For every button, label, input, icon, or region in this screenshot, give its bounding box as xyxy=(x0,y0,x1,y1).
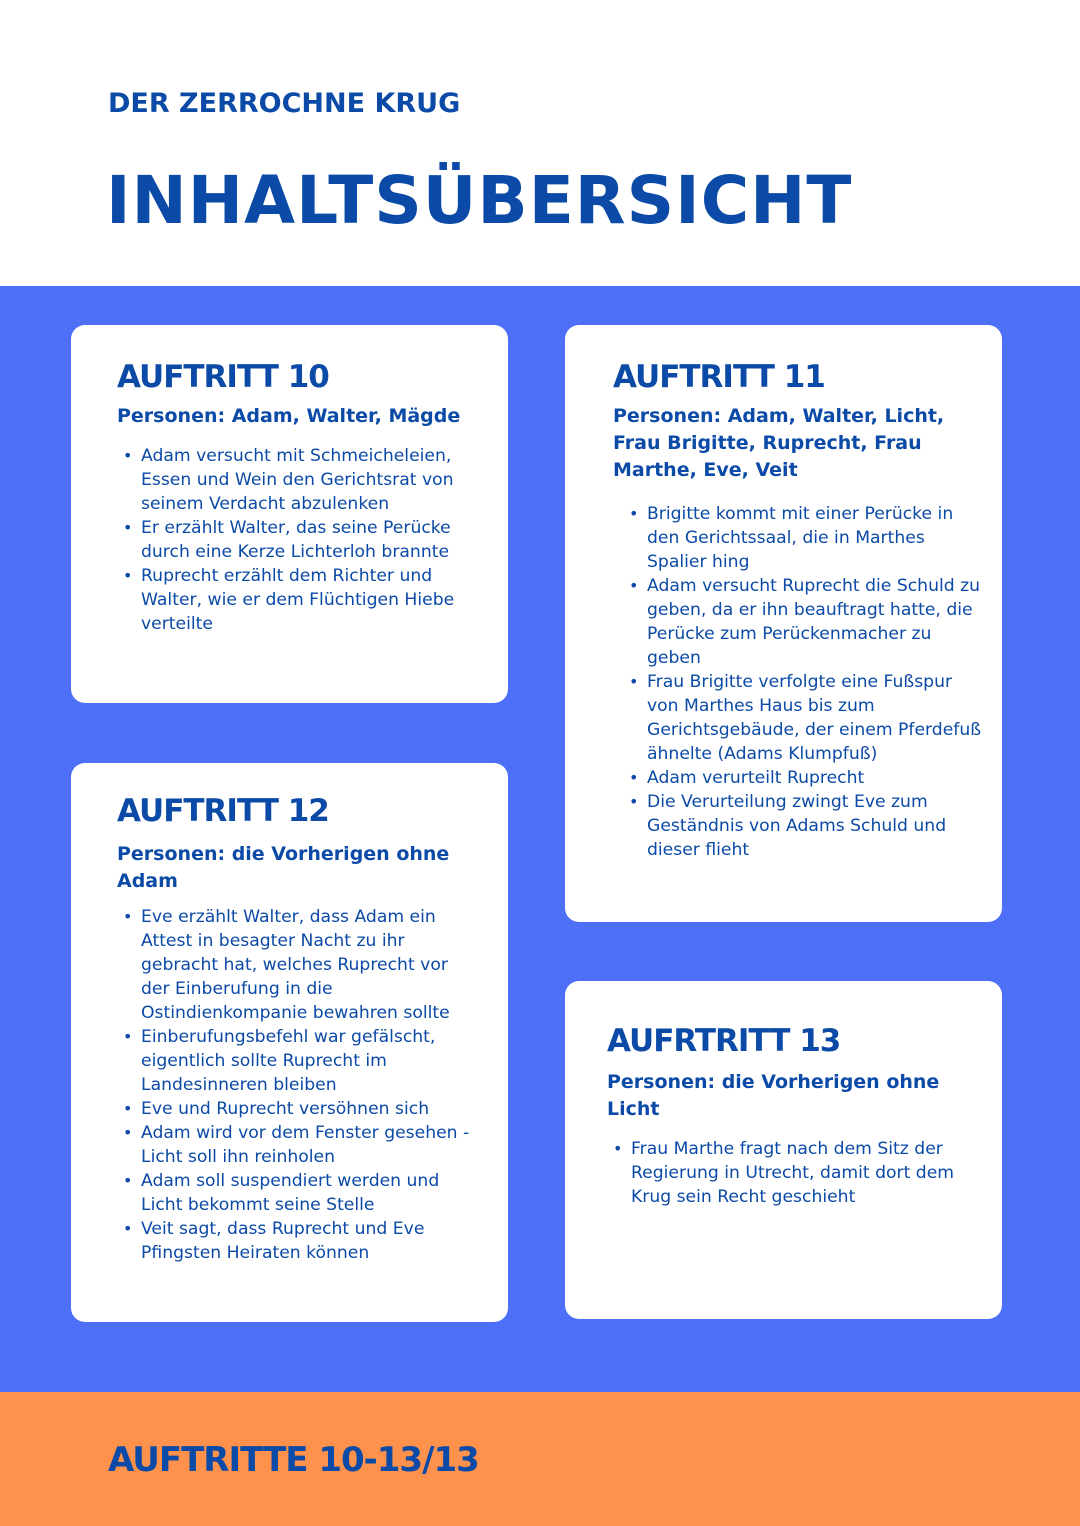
card-heading: AUFRTRITT 13 xyxy=(607,1023,841,1059)
card-persons: Personen: die Vorherigen ohne Licht xyxy=(607,1071,940,1120)
list-item: • Die Verurteilung zwingt Eve zum Geständnis von Adams Schuld und dieser flieht xyxy=(623,790,982,862)
footer xyxy=(0,1392,1080,1526)
document-subtitle: DER ZERROCHNE KRUG xyxy=(108,88,461,119)
card-heading: AUFTRITT 12 xyxy=(117,793,329,829)
card-auftritt-11 xyxy=(565,325,1002,922)
bullet-list xyxy=(613,502,982,862)
list-item: • Frau Marthe fragt nach dem Sitz der Regierung in Utrecht, damit dort dem Krug sein Recht geschieht xyxy=(607,1137,978,1209)
list-item: • Adam versucht Ruprecht die Schuld zu geben, da er ihn beauftragt hatte, die Perücke zum Perückenmacher zu geben xyxy=(623,574,982,670)
card-auftritt-12 xyxy=(71,763,508,1322)
bullet-list xyxy=(117,444,478,636)
card-persons: Personen: Adam, Walter, Licht, Frau Brigitte, Ruprecht, Frau Marthe, Eve, Veit xyxy=(613,405,945,481)
bullet-list xyxy=(117,905,478,1265)
header xyxy=(0,0,1080,286)
card-auftritt-10 xyxy=(71,325,508,703)
list-item: • Brigitte kommt mit einer Perücke in den Gerichtssaal, die in Marthes Spalier hing xyxy=(623,502,982,574)
card-persons: Personen: Adam, Walter, Mägde xyxy=(117,405,461,427)
list-item: • Adam wird vor dem Fenster gesehen - Licht soll ihn reinholen xyxy=(117,1121,478,1169)
list-item: • Veit sagt, dass Ruprecht und Eve Pfingsten Heiraten können xyxy=(117,1217,478,1265)
list-item: • Adam soll suspendiert werden und Licht bekommt seine Stelle xyxy=(117,1169,478,1217)
footer-label: AUFTRITTE 10-13/13 xyxy=(108,1440,479,1480)
card-auftritt-13 xyxy=(565,981,1002,1319)
list-item: • Er erzählt Walter, das seine Perücke durch eine Kerze Lichterloh brannte xyxy=(117,516,478,564)
list-item: • Adam verurteilt Ruprecht xyxy=(623,766,982,790)
list-item: • Ruprecht erzählt dem Richter und Walter, wie er dem Flüchtigen Hiebe verteilte xyxy=(117,564,478,636)
bullet-list xyxy=(607,1137,978,1209)
list-item: • Einberufungsbefehl war gefälscht, eigentlich sollte Ruprecht im Landesinneren bleiben xyxy=(117,1025,478,1097)
list-item: • Eve und Ruprecht versöhnen sich xyxy=(117,1097,478,1121)
list-item: • Frau Brigitte verfolgte eine Fußspur von Marthes Haus bis zum Gerichtsgebäude, der einem Pferdefuß ähnelte (Adams Klumpfuß) xyxy=(623,670,982,766)
card-heading: AUFTRITT 10 xyxy=(117,359,329,395)
card-persons: Personen: die Vorherigen ohne Adam xyxy=(117,843,450,892)
list-item: • Eve erzählt Walter, dass Adam ein Attest in besagter Nacht zu ihr gebracht hat, welches Ruprecht vor der Einberufung in die Ostindienkompanie bewahren sollte xyxy=(117,905,478,1025)
card-heading: AUFTRITT 11 xyxy=(613,359,825,395)
page-title: INHALTSÜBERSICHT xyxy=(106,162,853,239)
list-item: • Adam versucht mit Schmeicheleien, Essen und Wein den Gerichtsrat von seinem Verdacht abzulenken xyxy=(117,444,478,516)
